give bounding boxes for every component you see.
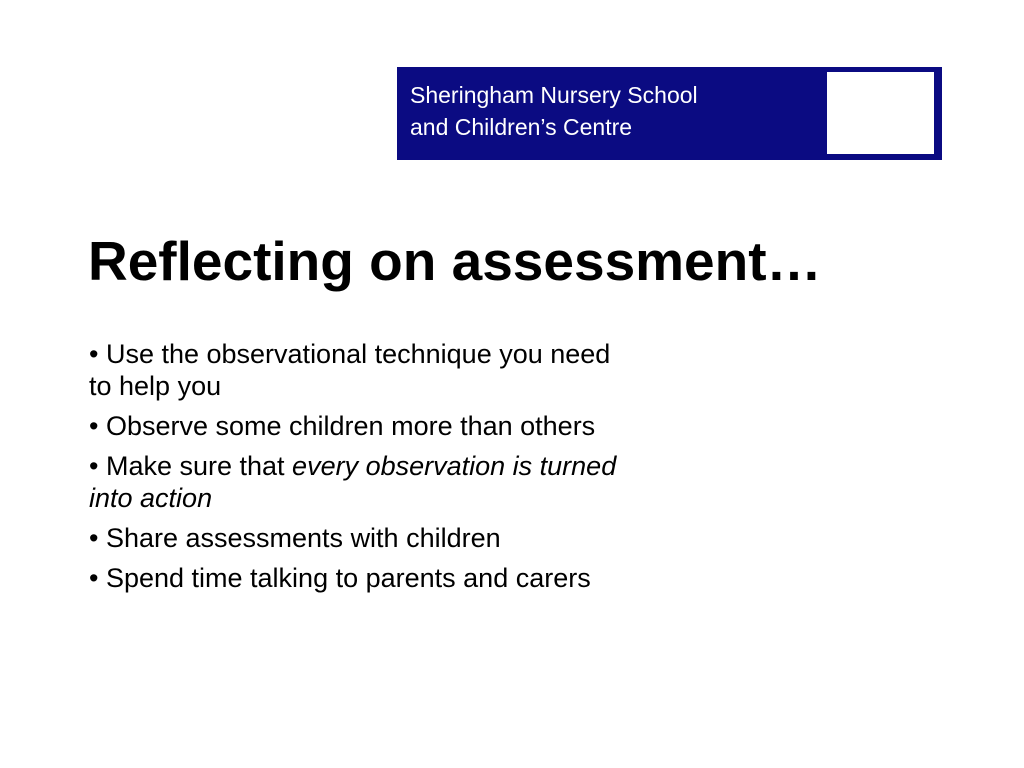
- bullet-item-observation-action: [89, 450, 779, 514]
- bullet-text-line-2: to help you: [89, 371, 222, 401]
- bullet-text-prefix: • Make sure that: [89, 451, 293, 481]
- bullet-item-observe-children: [89, 410, 779, 442]
- bullet-text-line-1: [89, 450, 779, 482]
- bullet-emphasis-line-1: every observation is turned: [292, 451, 617, 481]
- bullet-item-share-assessments: [89, 522, 779, 554]
- bullet-item-observational-technique: [89, 338, 779, 402]
- school-header-banner: [397, 67, 942, 160]
- bullet-emphasis-line-2: into action: [89, 483, 213, 513]
- school-name: [410, 79, 810, 143]
- bullet-list: [89, 338, 779, 602]
- bullet-text: • Observe some children more than others: [89, 411, 596, 441]
- slide-title: Reflecting on assessment…: [88, 230, 822, 292]
- bullet-item-talk-to-parents: [89, 562, 779, 594]
- bullet-text-line-1: • Use the observational technique you need: [89, 339, 611, 369]
- school-name-line-2: and Children’s Centre: [410, 114, 633, 140]
- school-name-line-1: Sheringham Nursery School: [410, 82, 698, 108]
- bullet-text: • Spend time talking to parents and carers: [89, 563, 591, 593]
- logo-panel: [827, 72, 934, 154]
- bullet-text: • Share assessments with children: [89, 523, 501, 553]
